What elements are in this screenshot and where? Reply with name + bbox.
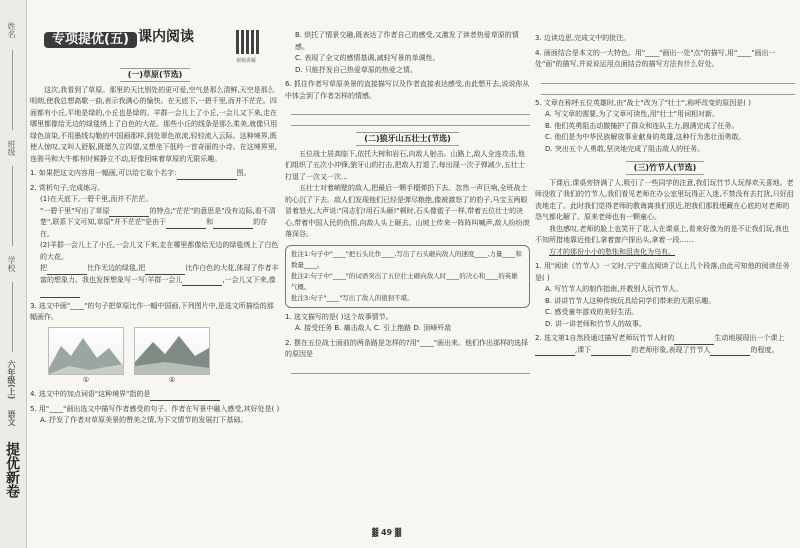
option-b: B. 烘托了情景交融,既表达了作者自己的感受,又激发了读者热爱草原的情感。 bbox=[295, 31, 519, 51]
answer-lines[interactable] bbox=[291, 104, 530, 126]
column-left bbox=[30, 0, 280, 548]
question-2-1: 1. 选文描写的是( )这个故事情节。 bbox=[285, 312, 393, 321]
question-3-4: 4. 画面结合是本文的一大特色。用"____"画出一处"点"的描写,用"____"画出一处"面"的描写,并说说运用点面结合的描写方法有什么好处。 bbox=[535, 48, 776, 68]
image-choices bbox=[48, 327, 280, 387]
question-3-5: 5. 文章在称呼五位英雄时,由"战士"改为了"壮士",称呼改变的原因是( ) bbox=[535, 98, 751, 107]
image-label-1: ① bbox=[82, 375, 90, 384]
column-middle bbox=[285, 0, 530, 548]
option-b: B. 他们英勇阻击动撤掩护了群众和连队主力,圆满完成了任务。 bbox=[545, 121, 739, 130]
landscape-image-2[interactable] bbox=[134, 327, 210, 375]
option-d: D. 突出五个人勇敢,坚决地完成了阻击敌人的任务。 bbox=[545, 144, 705, 153]
passage-text-2a: 五位战士居高临下,依托大树和岩石,向敌人射击。山路上,敌人全连攻击,他们组织了五次小冲锋,狼牙山的打击,把敌人打退了,每出现一次子弹减少,五壮士打退了一次又一次... bbox=[285, 149, 525, 181]
question-3-1: 1. 用"阅读《竹节人》一文时,宁宁重点阅读了以上几个段落,由此可知他的阅读任务是( ) bbox=[535, 262, 790, 282]
question-5: 5. 用"____"画出选文中描写作者感受的句子。作者在写景中融入感受,其好处是( ) bbox=[30, 404, 280, 413]
section-title-2: (二)狼牙山五壮士(节选) bbox=[285, 132, 530, 146]
page-number: ▓ 49 ▓ bbox=[372, 528, 402, 537]
answer-blank[interactable] bbox=[591, 347, 631, 356]
question-2-1-options: A. 接受任务 B. 痛击敌人 C. 引上绝路 D. 顶峰歼敌 bbox=[295, 324, 452, 332]
answer-blank[interactable] bbox=[166, 220, 206, 229]
section-title: (一)草原(节选) bbox=[30, 68, 280, 82]
passage-text: 这次,我看到了草原。那里的天比别处的更可爱,空气是那么清鲜,天空是那么明朗,使我总想高歌一曲,表示我满心的愉快。在天底下,一碧千里,而并不茫茫。四面都有小丘,平地是绿的,小丘也是绿的。羊群一会儿上了小丘,一会儿又下来,走在哪里都像给无边的绿毯绣上了白色的大花。那些小丘的线条是那么柔美,就像只用绿色渲染,不用墨线勾勒的中国画那样,到处翠色欲流,轻轻流入云际。这种境界,既使人惊叹,又叫人舒服,既愿久立四望,又想坐下低吟一首奇丽的小诗。在这境界里,连骏马和大牛都有时候静立不动,好像回味着草原的无限乐趣。 bbox=[30, 85, 278, 163]
option-d: D. 讲一讲老师和竹节人的故事。 bbox=[545, 319, 646, 328]
class-line bbox=[12, 166, 13, 246]
answer-blank[interactable] bbox=[213, 220, 253, 229]
question-2-part-2: (2)羊群一会儿上了小丘,一会儿又下来,走在哪里都像给无边的绿毯绣上了白色的大花。 bbox=[40, 241, 279, 261]
question-3: 3. 选文中画"____"的句子把草原比作一幅中国画,下列图片中,是选文所描绘的那幅画作。 bbox=[30, 301, 274, 321]
passage-text-3c: 方才的那份小小的愁怅和沮丧化为乌有。 bbox=[549, 247, 675, 256]
qr-caption: 视频讲解 bbox=[236, 58, 257, 64]
option-c: C. 感受童年游戏的美好生活。 bbox=[545, 308, 639, 316]
qr-code-icon[interactable] bbox=[236, 30, 260, 54]
option-a: A. 写竹节人的制作指南,并教别人玩竹节人。 bbox=[545, 285, 683, 293]
answer-blank[interactable] bbox=[40, 289, 80, 298]
option-b: B. 讲讲竹节人这种传统玩具给同学们带来的无限乐趣。 bbox=[545, 296, 716, 305]
option-a: A. 抒发了作者对草原美景的赞美之情,为下文情节的发展打下基础。 bbox=[40, 416, 248, 424]
answer-blank[interactable] bbox=[150, 392, 220, 401]
subject-label: 语文 bbox=[7, 410, 16, 426]
option-c: C. 表现了全文的感情基调,减轻写景的单调性。 bbox=[295, 54, 440, 62]
school-label: 学校 bbox=[7, 256, 16, 272]
question-6: 6. 抓住作者写草原美景的直接描写以及作者直接表达感受,由此想开去,说说你从中体会到了作者怎样的情感。 bbox=[285, 80, 530, 100]
question-3-2: 2. 选文第1自然段通过描写老师玩竹节人时的 生动地展现出一个课上,课下 的老师形象,表现了竹节人 的程度。 bbox=[535, 333, 795, 356]
class-label: 班级 bbox=[7, 140, 16, 156]
question-1: 1. 如果把这文内容用一幅画,可以给它取个名字: 图。 bbox=[30, 168, 280, 180]
page-header bbox=[30, 0, 280, 64]
annotation-1: 批注1:句子中"____"把石头比作____,写出了石头砸向敌人的速度____,力量____和数量____。 bbox=[291, 249, 522, 269]
column-right bbox=[535, 0, 795, 548]
answer-blank[interactable] bbox=[109, 208, 149, 217]
brand-logo: 提优新卷 bbox=[4, 442, 20, 498]
answer-lines-2[interactable] bbox=[291, 363, 530, 374]
passage-text-3: 下课后,课桌旁挤满了人,吸引了一些同学的注意,我们玩竹节人玩得欢天喜地。老师没收了我们的竹节人,我们看见老师在办公室里玩得正入迷,不禁没有去打扰,只好沮丧地走了。此时我们觉得老师的教诲离我们很近,把我们那股埋藏在心底的对老师的怨气都化解了。原来老师也有一颗童心。 bbox=[535, 178, 794, 221]
answer-blank[interactable] bbox=[177, 171, 237, 180]
annotation-box bbox=[285, 245, 530, 308]
name-label: 姓名 bbox=[7, 22, 16, 38]
name-line bbox=[12, 50, 13, 130]
image-label-2: ② bbox=[168, 375, 176, 384]
passage-text-2b: 五壮士对着峭壁的敌人,把最后一颗手榴弹扔下去。忽然一声巨响,全班战士的心沉了下去。敌人们发现他们已经是弹尽粮绝,像被激怒了的豹子,马宝玉两眼冒着怒火,大声说:"同志们!用石头砸!"顿时,石头像雹子一样,带着五位壮士的决心,带着中国人民的仇恨,向敌人头上砸去。山坡上传来一阵阵叫喊声,敌人纷纷滚落深谷。 bbox=[285, 184, 530, 238]
option-a: A. 写文章的需要,为了文章可读性,用"壮士"用词相对新。 bbox=[545, 110, 720, 118]
grade-label: 六年级(上) bbox=[7, 360, 16, 400]
answer-blank[interactable] bbox=[182, 277, 222, 286]
question-2: 2. 赏析句子,完成练习。 bbox=[30, 183, 105, 192]
school-line bbox=[12, 282, 13, 352]
question-4: 4. 选文中的加点词语"这种境界"指的是 bbox=[30, 389, 280, 401]
answer-blank[interactable] bbox=[674, 336, 714, 345]
section-title-3: (三)竹节人(节选) bbox=[535, 161, 795, 175]
question-2-part-1: (1)在天底下,一碧千里,而并不茫茫。 bbox=[40, 195, 153, 203]
option-c: C. 他们是为中华民族解放事业献身的英雄,这种行为悲壮而勇敢。 bbox=[545, 133, 746, 141]
option-d: D. 只能抒发自己热爱草原的热爱之情。 bbox=[295, 65, 417, 74]
answer-blank[interactable] bbox=[535, 347, 575, 356]
answer-blank[interactable] bbox=[47, 266, 87, 275]
answer-blank[interactable] bbox=[145, 266, 185, 275]
question-2-part-1-text: "一碧千里"写出了草原 的特点;"茫茫"的意思是"没有边际,看不清楚",联系下文可知,草原"并不茫茫"是由于 和 的存在。 bbox=[40, 206, 276, 238]
page-title: 专项提优(五) bbox=[44, 32, 137, 48]
page-subtitle: 课内阅读 bbox=[138, 29, 194, 45]
question-2-2: 2. 摆在五位战士面前的两条路是怎样的?用"____"画出来。他们作出那样的选择的原因是 bbox=[285, 338, 529, 358]
question-3-3: 3. 边读边思,完成文中的批注。 bbox=[535, 34, 631, 42]
annotation-3: 批注3:句子"____"写出了敌人的狼狈不堪。 bbox=[291, 293, 414, 302]
annotation-2: 批注2:句子中"____"的词语突出了五位壮士砸向敌人时____的决心和____的英雄气概。 bbox=[291, 271, 518, 291]
question-2-part-2-text: 把 比作无边的绿毯,把 比作白色的大花,体现了作者丰富的想象力。我也发挥想象写一写:羊群一会儿 ,一会儿又下来,像 bbox=[40, 263, 280, 298]
answer-lines-3[interactable] bbox=[541, 73, 795, 95]
answer-blank[interactable] bbox=[710, 347, 750, 356]
landscape-image-1[interactable] bbox=[48, 327, 124, 375]
binding-strip bbox=[0, 0, 27, 548]
passage-text-3b: 我也感叹,老师的脸上也笑开了花,人在课桌上,看来好像为的是不让我们玩,我也不知所措地靠近他们,拿着窗户探出头,拿着一段…… bbox=[535, 224, 789, 244]
